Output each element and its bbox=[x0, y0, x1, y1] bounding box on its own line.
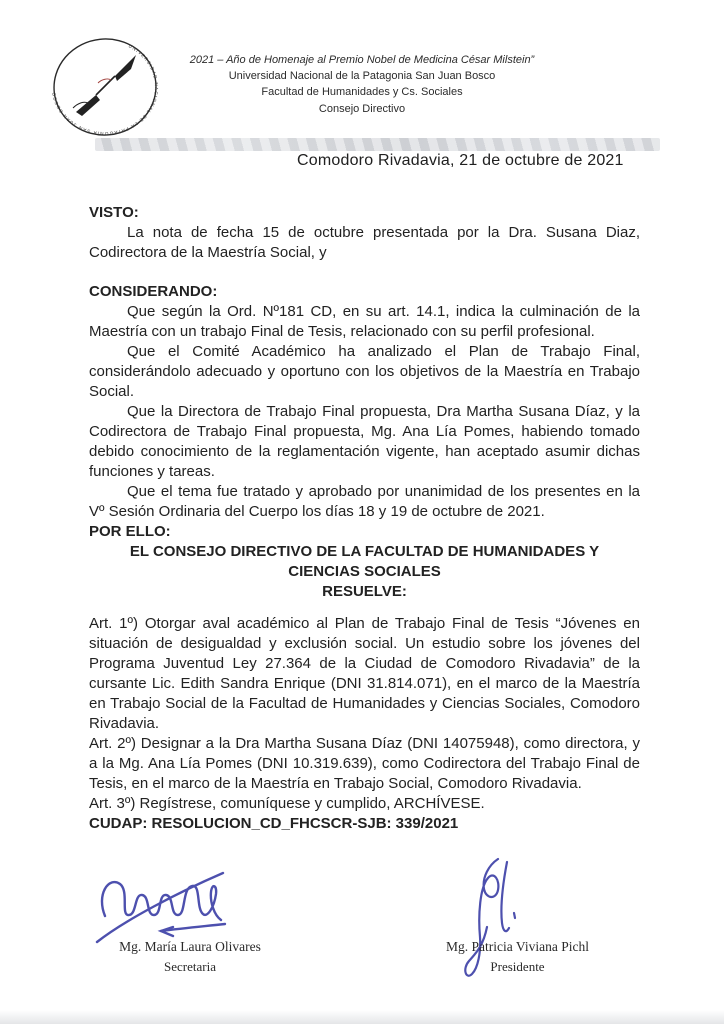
cudap-resolution-number: CUDAP: RESOLUCION_CD_FHCSCR-SJB: 339/2021 bbox=[89, 815, 459, 832]
visto-heading: VISTO: bbox=[89, 204, 139, 221]
seal-ring-text: UNIVERSIDAD NACIONAL DE LA PATAGONIA SAN JUAN BOSCO bbox=[51, 43, 160, 137]
resuelve-heading: RESUELVE: bbox=[322, 583, 407, 600]
document-body bbox=[89, 203, 640, 834]
university-seal-logo bbox=[46, 34, 164, 142]
scan-artifact-bottom-smudge bbox=[0, 1010, 724, 1024]
council-name: Consejo Directivo bbox=[318, 102, 406, 115]
scan-artifact-band bbox=[95, 138, 660, 151]
signatory-title: Presidente bbox=[490, 959, 545, 974]
signature-left-ink bbox=[93, 858, 281, 946]
signatory-title: Secretaria bbox=[164, 959, 216, 974]
article-1: Art. 1º) Otorgar aval académico al Plan de Trabajo Final de Tesis “Jóvenes en situación de desigualdad y exclusión social. Un estudio sobre los jóvenes del Programa Juventud Ley 27.364 de la Ciudad de Comodoro Rivadavia” de la cursante Lic. Edith Sandra Enrique (DNI 31.814.071), en el marco de la Maestría en Trabajo Social de la Facultad de Humanidades y Ciencias Sociales, Comodoro Rivadavia. bbox=[89, 615, 640, 732]
considerando-paragraph: Que según la Ord. Nº181 CD, en su art. 14.1, indica la culminación de la Maestría con un trabajo Final de Tesis, relacionado con su perfil profesional. bbox=[89, 303, 640, 340]
por-ello-heading: POR ELLO: bbox=[89, 523, 171, 540]
article-3: Art. 3º) Regístrese, comuníquese y cumplido, ARCHÍVESE. bbox=[89, 795, 485, 812]
letterhead bbox=[152, 52, 572, 117]
considerando-paragraph: Que el tema fue tratado y aprobado por unanimidad de los presentes en la Vº Sesión Ordinaria del Cuerpo los días 18 y 19 de octubre de 2021. bbox=[89, 483, 640, 520]
article-2: Art. 2º) Designar a la Dra Martha Susana Díaz (DNI 14075948), como directora, y a la Mg. Ana Lía Pomes (DNI 10.319.639), como Codirectora del Trabajo Final de Tesis, en el marco de la Maestría en Trabajo Social, Comodoro Rivadavia. bbox=[89, 735, 640, 792]
considerando-paragraph: Que el Comité Académico ha analizado el Plan de Trabajo Final, considerándolo adecuado y oportuno con los objetivos de la Maestría en Trabajo Social. bbox=[89, 343, 640, 400]
place-and-date-line: Comodoro Rivadavia, 21 de octubre de 2021 bbox=[297, 152, 624, 169]
signatory-name: Mg. María Laura Olivares bbox=[119, 939, 261, 954]
considerando-paragraph: Que la Directora de Trabajo Final propuesta, Dra Martha Susana Díaz, y la Codirectora de Trabajo Final propuesta, Mg. Ana Lía Pomes, habiendo tomado debido conocimiento de la reglamentación vigente, han aceptado asumir dichas funciones y tareas. bbox=[89, 403, 640, 480]
resolving-body-line: CIENCIAS SOCIALES bbox=[288, 563, 441, 580]
faculty-name: Facultad de Humanidades y Cs. Sociales bbox=[261, 86, 463, 99]
year-motto: 2021 – Año de Homenaje al Premio Nobel de Medicina César Milstein” bbox=[189, 54, 535, 66]
resolving-body-line: EL CONSEJO DIRECTIVO DE LA FACULTAD DE HUMANIDADES Y bbox=[129, 543, 600, 560]
visto-paragraph: La nota de fecha 15 de octubre presentada por la Dra. Susana Diaz, Codirectora de la Maestría Social, y bbox=[89, 224, 640, 261]
albatross-bird-icon bbox=[73, 55, 136, 116]
considerando-heading: CONSIDERANDO: bbox=[89, 283, 218, 300]
signatory-right bbox=[425, 939, 610, 975]
university-name: Universidad Nacional de la Patagonia San Juan Bosco bbox=[228, 70, 496, 83]
signatory-left bbox=[100, 939, 280, 975]
signatory-name: Mg. Patricia Viviana Pichl bbox=[446, 939, 589, 954]
